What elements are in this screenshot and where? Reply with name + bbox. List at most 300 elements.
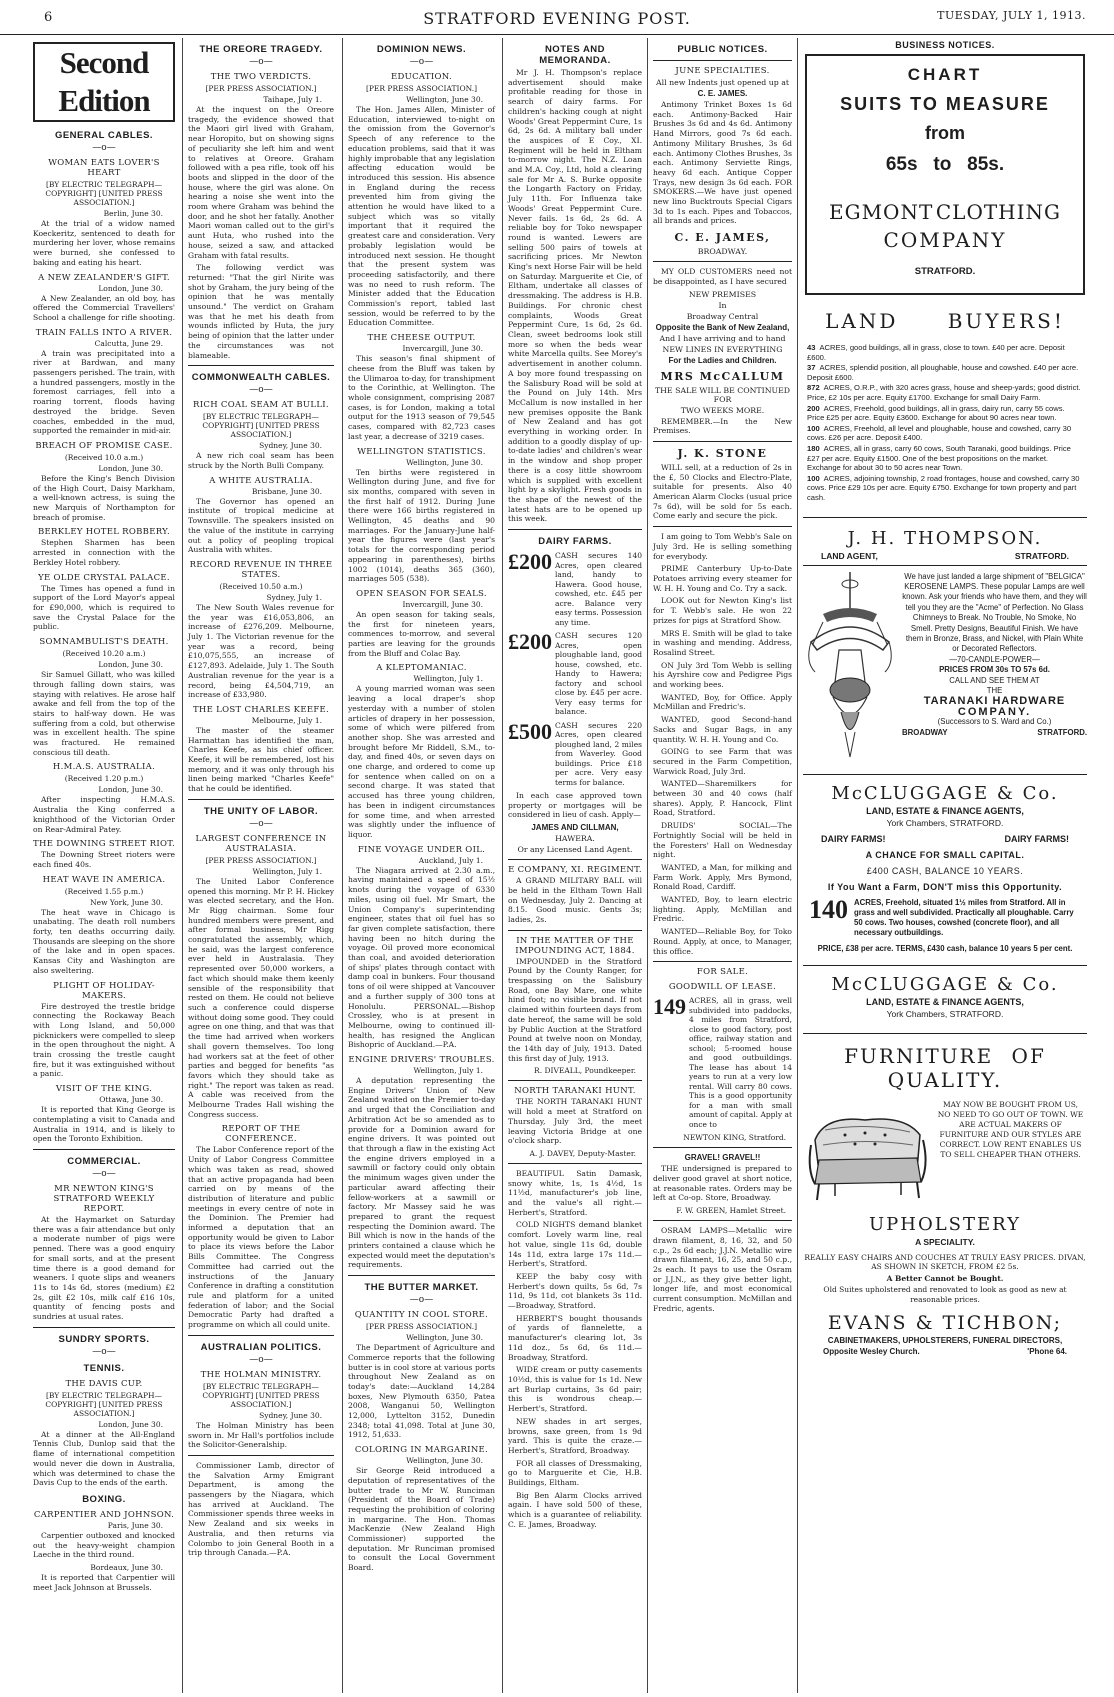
notice-headline: NORTH TARANAKI HUNT. [514,1086,636,1097]
article-body: Ten births were registered in Wellington during June, and five for six months, compared with seven in the first half of 1912. During June there were 166 births registered in Wellington, 45 deaths and 90 marriages. For the January-June half-year the figures were (last year's totals for the corresponding period appearing in parentheses), births 1002 (1014), deaths 365 (360), marriages 505 (538). [348,467,495,584]
shop-name: MRS McCALLUM [660,369,785,383]
farm-details: CASH secures 220 Acres, open cleared ploughed land, 2 miles from Waverley. Good buildings. Price £18 per acre. Very easy terms for balance. [555,720,642,787]
firm-name: EVANS & TICHBON; [827,1312,1063,1335]
article-headline: A WHITE AUSTRALIA. [209,475,313,486]
section-rule [508,1163,642,1164]
subsection-tennis: TENNIS. [83,1362,125,1374]
land-description: ACRES, all in grass, carry 60 cows, South Taranaki, good buildings. Price £27 per acre. Equity £1500. One of the best propositions on the market. Exchange for about 30 to 50 acres near Town. [807,443,1071,473]
classified-ad: BEAUTIFUL Satin Damask, snowy white, 1s, 1s 4½d, 1s 11½d, manufacturer's job line, and the value's all right.—Herbert's, Stratford. [508,1168,642,1217]
credit-line: [PER PRESS ASSOCIATION.] [365,1322,478,1332]
notice-line: Opposite the Bank of New Zealand, [655,322,790,332]
column-oreore-commonwealth [182,38,339,1693]
section-butter-market: THE BUTTER MARKET. [364,1282,479,1294]
agency-address: York Chambers, STRATFORD. [886,1008,1004,1019]
dateline: Sydney, June 30. [259,441,322,451]
page-number: 6 [44,10,53,25]
article-body: At the inquest on the Oreore tragedy, the evidence showed that the Maori girl lived with Graham, near Horopito, but on showing signs of peculiarity she left him and went to relatives at Oreore. Graham followed with a pea rifle, took off his boots and slipped in the door of the house, where the girl was alone. On hearing a noise she went into the room where Graham was behind the door, and he shot her fatally. Another Maori woman called out to the girl's aunt Huta, who rushed into the house, seized a saw, and attacked Graham with fatal results. [188,105,334,260]
section-commonwealth-cables: COMMONWEALTH CABLES. [191,372,331,384]
notice-line: TWO WEEKS MORE. [680,405,765,415]
land-acres: 180 [807,443,820,453]
article-body: Sir George Reid introduced a deputation of representatives of the butter trade to Mr W. Runciman (President of the Board of Trade) requesting the prohibition of coloring in margarine. The Hon. Thomas MacKenzie (New Zealand High Commissioner) supported the deputation. Mr Runciman promised to consult the Local Government Board. [348,1466,495,1573]
lamp-the: THE [986,685,1003,695]
section-rule [188,1335,334,1336]
farm-price: £500 [508,718,552,744]
article-headline: COLORING IN MARGARINE. [354,1445,489,1456]
farm-price: £200 [508,629,552,655]
credit-line: [PER PRESS ASSOCIATION.] [205,855,317,865]
lamp-illustration [803,572,898,762]
ornament-divider: —o— [249,57,273,67]
dateline: London, June 30. [98,785,163,795]
credit-line: [BY ELECTRIC TELEGRAPH—COPYRIGHT] [UNITED PRESS ASSOCIATION.] [45,1390,163,1418]
shop-name: C. E. JAMES, [674,231,771,245]
agency-type: LAND, ESTATE & FINANCE AGENTS, [866,805,1024,816]
land-listing-item [807,363,1083,382]
section-australian-politics: AUSTRALIAN POLITICS. [200,1341,322,1353]
upholstery-heading: UPHOLSTERY [868,1213,1022,1235]
dairy-farms-heading: DAIRY FARMS. [538,536,612,548]
notice-signature: R. DIVEALL, Poundkeeper. [534,1066,636,1076]
section-unity-of-labor: THE UNITY OF LABOR. [203,805,319,817]
section-rule [508,859,642,860]
section-rule [188,1455,334,1456]
company-name-line [829,200,1061,224]
dateline: Sydney, July 1. [266,592,322,602]
agent-role: LAND AGENT, [821,550,878,561]
land-description: ACRES, O.R.P., with 320 acres grass, house and sheep-yards; good district. Price, £2 10s per acre. Equity £1700. Exchange for small Dairy Farm. [807,383,1081,402]
ad-line: A CHANCE FOR SMALL CAPITAL. [865,849,1025,860]
dateline: Calcutta, June 29. [94,338,163,348]
farm-price: £200 [508,549,552,575]
dateline: Paris, June 30. [107,1520,163,1530]
notice-signature: NEWTON KING, Stratford. [683,1133,786,1143]
egmont-clothing-ad [805,54,1085,295]
company-location: STRATFORD. [914,266,976,277]
classified-ad: Big Ben Alarm Clocks arrived again. I have sold 500 of these, which is a guarantee of reliability. C. E. James, Broadway. [508,1490,642,1529]
notes-body: Mr J. H. Thompson's replace advertisement should make profitable reading for those in search of dairy farms. For children's hacking cough at night Woods' Great Peppermint Cure, 1s 6d, 2s 6d. A military ball under the auspices of E Coy., XI. Regiment will be held in Eltham to-morrow night. The N.Z. Loan and M.A. Coy., Ltd, hold a clearing sale for Mr A. S. Burke opposite the Longarth Factory on Friday, July 11th. For Influenza take Woods' Great Peppermint Cure. Never fails. 1s 6d, 2s 6d. A reliable boy for Toko newspaper round is wanted. Lewers are selling 500 pairs of towels at sacrificing prices. Mr Newton King's next Horse Fair will be held on Saturday. Marguerite et Cie, of Eltham, undertake all classes of dressmaking. The address is H.B. Buildings. For chronic chest complaints, Woods Great Peppermint Cure, 1s 6d, 2s 6d. Clean, sweet bedrooms look still more so when the beds wear white Marcella quilts. See Morey's advertisement in another column. A boy more found trespassing on the Salisbury Road will be sold at the Pound on July 14th. Mrs McCallum is now installed in her new premises opposite the Bank of New Zealand and has got everything in working order. In addition to a goodly display of up-to-date ladies' and children's wear in the window and shop proper there is a cosy little showroom which is supplied with excellent light by a skylight. Fresh goods in the shape of the newest of the latest hats are to be opened up this week. [508,68,642,524]
article-body: After inspecting H.M.A.S. Australia the King conferred a knighthood of the Victorian Order on Rear-Admiral Patey. [33,795,175,834]
column-dominion-news [342,38,500,1693]
land-buyers-heading: LAND BUYERS! [825,309,1065,333]
section-general-cables: GENERAL CABLES. [54,130,154,141]
article-body: Stephen Sharmen has been arrested in connection with the Berkley Hotel robbery. [33,538,175,567]
land-listing [803,343,1087,503]
dateline: Invercargill, June 30. [402,599,483,609]
article-body: At the trial of a widow named Koeckeritz, sentenced to death for murdering her lover, whose remains were burned, she confessed to baking and eating his heart. [33,219,175,267]
dateline: Auckland, July 1. [418,855,483,865]
belgica-lamp-ad [803,565,1087,762]
dateline: Wellington, June 30. [406,457,483,467]
classified-ad: WANTED—Sharemilkers for between 30 and 40 cows (half shares). Apply, P. Hancock, Flint Road, Stratford. [653,779,792,818]
shop-name: J. K. STONE [677,446,768,460]
dateline: Melbourne, July 1. [251,715,322,725]
land-description: ACRES, splendid position, all ploughable, house and cowshed. £40 per acre. Deposit £600. [807,363,1079,382]
ad-line: SUITS TO MEASURE [840,94,1050,114]
speciality-label: A SPECIALITY. [915,1236,975,1247]
notice-line: Broadway Central [686,311,759,321]
lamp-town: STRATFORD. [1037,727,1087,737]
ad-line: REALLY EASY CHAIRS AND COUCHES AT TRULY EASY PRICES. DIVAN, AS SHOWN IN SKETCH, FROM £2 5s. [804,1252,1086,1272]
agency-name: McCLUGGAGE & Co. [803,774,1087,804]
farm-ad [508,718,642,788]
section-rule [653,60,792,61]
lamp-address [902,728,1087,738]
notice-body: Antimony Trinket Boxes 1s 6d each. Antimony-Backed Hair Brushes 3s 6d and 4s 6d. Antimony Hand Mirrors, good 7s 6d each. Antimony Military Brushes, 3s 6d each. Antimony Clothes Brushes, 3s each. Antimony Serviette Rings, heavy 6d each. Antique Copper Trays, new design 3s 6d each. FOR SMOKERS.—We have just opened new lino Bucktrouts Special Cigars 3d to 1s each. Pipes and Tobaccos, all brands and prices. [653,100,792,226]
article-headline: TRAIN FALLS INTO A RIVER. [35,327,173,338]
article-body: The Niagara arrived at 2.30 a.m., having maintained a speed of 15½ knots during the voyage of 6330 miles, using oil fuel. Mr Smart, the Union Company's superintending engineer, states that oil fuel has so far given complete satisfaction, there having been no hitch during the voyage. Oil proved more economical than coal, and avoided deterioration of ships' plates through contact with damp coal in bunkers. Four thousand tons of oil were shipped at Vancouver and a further supply of 300 tons at Honolulu. PERSONAL.—Bishop Crossley, who is at present in Melbourne, owing to continued ill-health, has resigned the Anglican Bishopric of Auckland.—P.A. [348,865,495,1050]
land-acres: 872 [807,383,820,393]
classified-ad: GOING to see Farm that was secured in the Farm Competition, Warwick Road, July 3rd. [653,747,792,776]
dateline: London, June 30. [98,463,163,473]
classified-ad: OSRAM LAMPS—Metallic wire drawn filament, 8, 16, 32, and 50 c.p., 2s 6d each; J.J.N. Metallic wire drawn filament, 16, 25, and 50 c.p., 2s each. It pays to use the Osram or J.J.N., as they give better light, longer life, and most economical current consumption. McMillan and Fredric, agents. [653,1226,792,1313]
article-headline: RICH COAL SEAM AT BULLI. [193,400,329,411]
notice-signature: F. W. GREEN, Hamlet Street. [676,1206,786,1216]
article-body: The Governor has opened an institute of tropical medicine at Townsville. The speakers insisted on the value of the institute in carrying out a policy of peopling tropical Australia with whites. [188,496,334,555]
section-business-notices: BUSINESS NOTICES. [895,40,995,50]
article-body: The Department of Agriculture and Commerce reports that the following butter is in cool store at various ports throughout New Zealand as on today's date:—Auckland 14,284 boxes, New Plymouth 6350, Patea 2008, Wanganui 50, Wellington 12,000, Lyttelton 3152, Dunedin 2348; total 41,098. Total at June 30, 1912, 51,633. [348,1343,495,1440]
dateline: Bordeaux, June 30. [90,1563,163,1573]
farm-acres: 140 [809,894,848,924]
dairy-label: DAIRY FARMS! [1004,833,1069,844]
lamp-description: We have just landed a large shipment of "BELGICA" KEROSENE LAMPS. These popular Lamps are well known. Ask your friends who have them, and they will tell you they are the "Acme" of Perfection. No Glass Chimneys to Break. No Trouble, No Smoke, No Smell. Pretty Designs, Beautiful Finish. We have them in Bronze, Brass, and Nickel, with Plain White or Decorated Reflectors. [902,571,1087,654]
notice-body: THE undersigned is prepared to deliver good gravel at short notice, at reasonable rates. Orders may be left at Co-op. Store, Broadway. [653,1164,792,1203]
lamp-company: TARANAKI HARDWARE [923,695,1066,708]
section-rule [653,261,792,262]
section-rule [33,1149,175,1150]
ornament-divider: —o— [409,1295,434,1306]
section-rule [508,930,642,931]
article-body: A new rich coal seam has been struck by the North Bulli Company. [188,451,334,470]
lamp-prices: PRICES FROM 30s TO 57s 6d. [939,665,1050,675]
article-body: This season's final shipment of cheese from the Bluff was taken by the Ulimaroa to-day, for transhipment to the Corinthic, at Wellington. The whole consignment, comprising 2087 cases, is for London, making a total output for the 1913 season of 79,545 cases, compared with 82,723 cases last year, a decrease of 3219 cases. [348,354,495,441]
notice-line: And I have arriving and to hand [659,333,786,343]
notice-signature: A. J. DAVEY, Deputy-Master. [529,1148,636,1158]
land-description: ACRES, Freehold, good buildings, all in grass, dairy run, carry 55 cows. Price £25 per acre. Equity £3600. Exchange for about 90 acres near town. [807,403,1065,423]
article-headline: MR NEWTON KING'S STRATFORD WEEKLY REPORT. [53,1184,155,1214]
farm-terms: PRICE, £38 per acre. TERMS, £430 cash, balance 10 years 5 per cent. [817,943,1073,953]
article-headline: HEAT WAVE IN AMERICA. [42,874,166,885]
classified-ad: NEW shades in art serges, browns, saxe green, from 1s 9d yard. This is quite the craze.—Herbert's, Stratford, Broadway. [508,1416,642,1455]
lamp-company: COMPANY. [957,705,1032,718]
dateline: Wellington, July 1. [413,1066,483,1076]
notice-body: THE NORTH TARANAKI HUNT will hold a meet at Stratford on Thursday, July 3rd, the meet leaving Victoria Bridge at one o'clock sharp. [508,1097,642,1146]
article-body: A New Zealander, an old boy, has offered the Commercial Travellers' School a challenge for rifle shooting. [33,293,175,322]
firm-address [823,1347,1067,1356]
dateline: London, June 30. [98,283,163,293]
article-headline: H.M.A.S. AUSTRALIA. [52,762,156,773]
land-listing-item [807,444,1083,473]
furniture-heading: FURNITURE OF QUALITY. [803,1033,1087,1092]
classified-ad: WANTED, a Man, for milking and Farm Work. Apply, Mrs Bymond, Ronald Road, Cardiff. [653,862,792,892]
land-listing-item [807,404,1083,423]
price-to: to [933,154,952,175]
firm-location: Opposite Wesley Church. [823,1347,920,1357]
dateline: London, June 30. [98,660,163,670]
ad-line: £400 CASH, BALANCE 10 YEARS. [866,865,1024,876]
classified-ad: WANTED, Boy, to learn electric lighting. Apply, McMillan and Fredric. [653,895,792,924]
notice-headline: FOR SALE. [696,967,749,978]
article-headline: YE OLDE CRYSTAL PALACE. [38,572,170,583]
article-body: The heat wave in Chicago is unabating. The death roll numbers forty, ten deaths occurring daily. Thousands are sleeping on the shore of the lake and in open spaces. Kansas City and Washington are also sweltering. [33,907,175,975]
article-body: The Holman Ministry has been sworn in. Mr Hall's portfolios include the Solicitor-Generalship. [188,1420,334,1450]
ornament-divider: —o— [249,1354,273,1365]
furniture-ad [805,1100,1085,1210]
article-headline: VISIT OF THE KING. [55,1084,153,1095]
land-listing-item [807,343,1083,362]
dateline: Wellington, June 30. [406,95,483,104]
article-headline: BREACH OF PROMISE CASE. [35,440,173,451]
ad-line: Old Suites upholstered and renovated to look as good as new at reasonable prices. [823,1285,1067,1304]
price-low: 65s [885,154,918,175]
lease-ad [653,996,792,1129]
column-business-notices [797,38,1092,1693]
dateline: Invercargill, June 30. [402,344,483,354]
dairy-farms-banner [821,834,1069,844]
land-acres: 37 [807,363,816,373]
article-headline: THE HOLMAN MINISTRY. [200,1369,322,1380]
section-rule [653,526,792,527]
section-rule [653,441,792,442]
dateline: New York, June 30. [90,897,163,907]
agent-name: J. H. THOMPSON. [803,517,1087,549]
article-headline: OPEN SEASON FOR SEALS. [356,588,487,599]
dateline: Ottawa, June 30. [99,1095,163,1105]
dateline: Taihape, July 1. [263,95,322,104]
farm-details: ACRES, Freehold, situated 1½ miles from Stratford. All in grass and well subdivided. Practically all ploughable. Carry 50 cows. Two houses, cowshed (concrete floor), and all necessary outbuildings. [854,897,1074,937]
agent-town: STRATFORD. [1014,550,1069,561]
notice-line: For the Ladies and Children. [668,355,777,365]
ornament-divider: —o— [92,1346,116,1357]
ornament-divider: —o— [409,57,434,67]
article-body: Sir Samuel Gillatt, who was killed through falling down stairs, was staying with relatives. He arose half awake and fell from the top of the stairs to half-way down. He was suffering from a cold, but otherwise was in excellent health. The spine was fractured. He remained conscious till death. [33,670,175,757]
article-body: The master of the steamer Harmattan has identified the man, Charles Keefe, as his chief officer. Keefe, it will be remembered, lost his memory, and it was only through his linen being marked "Charles Keefe" that he could be identified. [188,725,334,794]
received-time: (Received 10.20 a.m.) [62,649,146,659]
agent-alternative: Or any Licensed Land Agent. [517,845,633,855]
section-rule [188,365,334,366]
article-headline: A NEW ZEALANDER'S GIFT. [38,272,170,283]
article-headline: A KLEPTOMANIAC. [376,663,467,674]
notice-body: A GRAND MILITARY BALL will be held in the Eltham Town Hall on Wednesday, July 2. Dancing at 8.15. Good music. Gents 3s; ladies, 2s. [508,876,642,924]
article-body: The United Labor Conference opened this morning. Mr P. H. Hickey was elected secretary, and the Hon. Mr Rigg chairman. Some four hundred members were present, and after formal business, Mr Rigg congratulated the assembly, which, he said, was the largest conference ever held in Australasia. They represented over 50,000 workers, a fact which should make them keenly sensible of the responsibility that rested on them. He could not believe such a conference could disperse without doing some good. They could agree on one thing, and that was that the time had arrived when workers shall govern themselves. Too long had workers sat at the feet of other parties and begged for benefits "as favors which they should take as right." The report was taken as read. A cable was received from the Melbourne Trades Hall wishing the Congress success. [188,876,334,1119]
section-notes-memoranda: NOTES AND MEMORANDA. [539,44,611,66]
section-commercial: COMMERCIAL. [67,1156,141,1167]
agent-town: HAWERA. [555,834,595,844]
ad-line: from [925,123,965,143]
second-edition-banner: Second Edition [33,42,175,122]
notice-body: WILL sell, at a reduction of 2s in the £, 50 Clocks and Electro-Plate, suitable for presents. Also 40 American Alarm Clocks (usual price 7s 6d), will be sold for 5s each. Come early and secure the pick. [653,462,792,521]
classified-ad: KEEP the baby cosy with Herbert's down quilts, 5s 6d, 7s 11d, 9s 11d, cot blankets 3s 11d.—Broadway, Stratford. [508,1271,642,1311]
section-rule [33,1327,175,1328]
article-headline: THE LOST CHARLES KEEFE. [192,704,330,715]
issue-date: TUESDAY, JULY 1, 1913. [937,9,1086,22]
farm-details: CASH secures 120 Acres, open ploughable land, good house, cowshed, etc. Handy to Hawera; factory and school close by. £45 per acre. Very easy terms for balance. [555,631,642,717]
land-listing-item [807,383,1083,402]
article-body: A deputation representing the Engine Drivers' Union of New Zealand waited on the Premier to-day and urged that the Conciliation and Arbitration Act be so amended as to provide for a Dominion award for engine drivers. It was pointed out that through a flaw in the existing Act the engine drivers employed in a sawmill or factory could only obtain the minimum wages given under the particular award affecting their fellow-workers at a sawmill or factory. Mr Massey said he was prepared to grant the request respecting the Dominion award. The Bill which is now in the hands of the printers contained a clause which he expected would meet the deputation's requirements. [348,1076,495,1270]
section-rule [653,1220,792,1221]
farm-details: CASH secures 140 Acres, open cleared land, handy to Hawera. Good house, cowshed, etc. £45 per acre. Balance very easy terms. Possession any time. [555,551,642,627]
land-acres: 100 [807,423,820,433]
dateline: Brisbane, June 30. [251,486,322,496]
notice-line: NEW PREMISES [688,289,757,299]
article-body: Commissioner Lamb, director of the Salvation Army Emigrant Department, is among the passengers by the Niagara, which has arrived at Auckland. The Commissioner spends three weeks in New Zealand and six weeks in Australia, and then returns via Colombo to join General Booth in a trip through Canada.—P.A. [188,1460,334,1558]
notice-line: In [718,300,727,310]
dateline: London, June 30. [98,1419,163,1429]
lamp-successors: (Successors to S. Ward and Co.) [937,717,1052,727]
dateline: Berlin, June 30. [103,209,163,218]
article-body: The Downing Street rioters were each fined 40s. [33,850,175,869]
land-acres: 100 [807,473,820,483]
notice-line: THE SALE WILL BE CONTINUED FOR [654,385,791,404]
credit-line: [PER PRESS ASSOCIATION.] [205,84,317,93]
received-time: (Received 1.55 p.m.) [64,886,144,896]
credit-line: [BY ELECTRIC TELEGRAPH—COPYRIGHT] [UNITED PRESS ASSOCIATION.] [202,412,320,440]
classified-ad: DRUIDS' SOCIAL—The Fortnightly Social will be held in the Foresters' Hall on Wednesday night. [653,821,792,860]
classified-ad: FOR all classes of Dressmaking, go to Marguerite et Cie, H.B. Buildings, Eltham. [508,1458,642,1488]
section-rule [653,1147,792,1148]
furniture-ad-text: MAY NOW BE BOUGHT FROM US, NO NEED TO GO OUT OF TOWN. WE ARE ACTUAL MAKERS OF FURNITURE AND OUR STYLES ARE CORRECT. LOW RENT ENABLES US TO SELL CHEAPER THAN OTHERS. [937,1099,1084,1159]
lamp-ad-text [902,572,1087,762]
notice-intro: All new Indents just opened up at [656,78,789,87]
article-body: At the Haymarket on Saturday there was a fair attendance but only a moderate number of pigs were penned. There was a good enquiry for small sorts, and at the present time there is a good demand for weaners. I quote slips and weaners 11s to 14s 6d, stores (medium) £2 2s, gilt £2 10s, milk calf £16 10s, quantity of fencing posts and sundries at usual rates. [33,1215,175,1322]
land-acres: 200 [807,403,820,413]
article-body: The Hon. James Allen, Minister of Education, interviewed to-night on the omission from the Governor's Speech of any reference to the education problems, said that it was highly improbable that any legislation affecting education would be introduced this session. His absence in England during the recess prevented him from giving the attention he would have liked to a subject which was so vitally important that it required the greatest care and consideration. Very probably legislation would be introduced next session. He thought that the present system was proceeding satisfactorily, and there was no need to rush reform. The Minister added that the Education Commission's report, tabled last session, would be referred to by the Education Committee. [348,105,495,328]
section-rule [653,961,792,962]
lamp-call: CALL AND SEE THEM AT [949,675,1040,685]
notice-headline: JUNE SPECIALTIES. [675,66,770,76]
classified-ad: MRS E. Smith will be glad to take in washing and mending. Address, Rosalind Street. [653,628,792,657]
firm-phone: 'Phone 64. [1027,1347,1067,1357]
article-body: An open season for taking seals, the first for nineteen years, commences to-morrow, and several parties are leaving for the grounds from the Bluff and Colac Bay. [348,609,495,658]
farm-ad [508,551,642,627]
section-public-notices: PUBLIC NOTICES. [677,44,768,55]
article-body: Carpentier outboxed and knocked out the heavy-weight champion Laeche in the third round. [33,1530,175,1560]
article-headline: THE CHEESE OUTPUT. [367,333,476,344]
ad-line: A Better Cannot be Bought. [886,1273,1004,1283]
article-headline: THE DOWNING STREET RIOT. [33,839,175,850]
notice-headline: GRAVEL! GRAVEL!! [684,1153,761,1163]
agent-name: JAMES AND CILLMAN, [531,823,619,833]
article-body: The following verdict was returned: "That the girl Nirite was shot by Graham, the jury being of the opinion that he was mentally unsound." The verdict on Graham was that he met his death from wounds inflicted by Huta, the jury being of opinion that the latter under the circumstances was not blameable. [188,263,334,360]
classified-ad: WANTED—Reliable Boy, for Toko Round. Apply, at once, to Manager, this office. [653,927,792,956]
article-headline: THE TWO VERDICTS. [210,72,312,82]
notice-line: REMEMBER.—In the New Premises. [653,416,792,436]
shop-name: C. E. JAMES. [697,89,748,98]
newspaper-title: STRATFORD EVENING POST. [423,9,691,28]
land-description: ACRES, good buildings, all in grass, close to town. £40 per acre. Deposit £600. [807,343,1065,362]
notice-body: IMPOUNDED in the Stratford Pound by the County Ranger, for trespassing on the Salisbury Road, one Bay Mare, one white hind foot; no visible brand. If not claimed within fourteen days from date hereof, the same will be sold by Public Auction at the Stratford Pound at twelve noon on Monday, the 14th day of July, 1913. Dated this first day of July, 1913. [508,956,642,1063]
lease-details: ACRES, all in grass, well subdivided into paddocks, 4 miles from Stratford, close to good factory, post office, railway station and school; 5-roomed house and good outbuildings. The lease has about 14 years to run at a very low rental. Will carry 80 cows. This is a good opportunity for a man with small amount of capital. Apply at once to [689,996,792,1129]
article-body: It is reported that Carpentier will meet Jack Johnson at Brussels. [33,1573,175,1592]
article-body: A train was precipitated into a river at Bardwan, and many passengers perished. The train, with a hundred passengers, mostly in the foremost carriages, fell into a roaring torrent, floods having destroyed the bridge. Seven coaches, embedded in the mud, supported the remainder in mid-air. [33,348,175,436]
received-time: (Received 10.50 a.m.) [219,581,303,591]
notice-subheadline: GOODWILL OF LEASE. [668,982,777,993]
land-description: ACRES, Freehold, all level and ploughable, house and cowshed, carry 30 cows. £26 per acre. Deposit £400. [807,423,1072,443]
article-body: The Times has opened a fund in support of the Lord Mayor's appeal for £90,000, which is required to save the Crystal Palace for the public. [33,583,175,632]
article-body: At a dinner at the All-England Tennis Club, Dunlop said that the flame of international competition would never die down in Australia, which was determined to chase the Davis Cup to the ends of the earth. [33,1429,175,1488]
lease-acres: 149 [653,994,686,1020]
company-word: EGMONT [829,200,934,224]
classified-ad: I am going to Tom Webb's Sale on July 3rd. He is selling something for everybody. [653,532,792,561]
dateline: Wellington, June 30. [406,1456,483,1466]
article-headline: THE DAVIS CUP. [65,1378,143,1389]
ad-line: If You Want a Farm, DON'T miss this Opportunity. [827,881,1063,892]
received-time: (Received 1.20 p.m.) [64,774,144,784]
section-rule [508,529,642,530]
notice-headline: IN THE MATTER OF THE IMPOUNDING ACT, 1884. [515,935,635,956]
credit-line: [BY ELECTRIC TELEGRAPH—COPYRIGHT] [UNITED PRESS ASSOCIATION.] [202,1381,320,1409]
farm-note: In each case approved town property or mortgages will be considered in lieu of cash. Apply— [508,791,642,820]
company-name-line: COMPANY [883,228,1007,252]
credit-line: [BY ELECTRIC TELEGRAPH—COPYRIGHT] [UNITED PRESS ASSOCIATION.] [45,180,163,207]
notice-body: MY OLD CUSTOMERS need not be disappointed, as I have secured [653,267,792,286]
firm-trades: CABINETMAKERS, UPHOLSTERERS, FUNERAL DIRECTORS, [827,1336,1063,1346]
classified-ad: WANTED, good Second-hand Sacks and Sugar Bags, in any quantity. W. H. H. Young and Co. [653,715,792,744]
article-headline: QUANTITY IN COOL STORE. [354,1310,489,1321]
article-headline: SOMNAMBULIST'S DEATH. [39,637,169,648]
notice-line: NEW LINES IN EVERYTHING [662,344,783,354]
section-rule [348,1275,495,1276]
land-listing-item [807,474,1083,503]
article-headline: LARGEST CONFERENCE IN AUSTRALASIA. [195,833,327,854]
column-general-cables [28,38,180,1693]
received-time: (Received 10.0 a.m.) [64,452,144,462]
dateline: Wellington, July 1. [252,866,322,876]
article-headline: EDUCATION. [391,72,452,82]
article-body: It is reported that King George is contemplating a visit to Canada and Australia in 1914, and is likely to open the Toronto Exhibition. [33,1105,175,1144]
ad-line: CHART [907,65,983,84]
article-body: Fire destroyed the trestle bridge connecting the Rockaway Beach with Long Island, and 50,000 picknickers were compelled to sleep in the open throughout the night. A train crossing the trestle caught fire, but it was extinguished without a panic. [33,1001,175,1079]
agent-details [821,551,1069,561]
article-headline: ENGINE DRIVERS' TROUBLES. [348,1055,495,1066]
masthead [0,0,1114,35]
dateline: Wellington, July 1. [413,674,483,684]
article-headline: CARPENTIER AND JOHNSON. [33,1509,175,1520]
article-headline: FINE VOYAGE UNDER OIL. [357,844,486,855]
land-listing-item [807,424,1083,443]
section-sundry-sports: SUNDRY SPORTS. [58,1333,150,1345]
article-body: A young married woman was seen leaving a local draper's shop yesterday with a number of stolen articles of drapery in her possession, some of which were pilfered from another shop. She was arrested and brought before Mr Riddell, S.M., to-day, and fined 40s, or seven days on one charge, and ordered to come up for sentence when called on on a second charge. It was stated that accused has three young children, has been in indigent circumstances for some time, and when arrested was slightly under the influence of liquor. [348,684,495,839]
article-headline: RECORD REVENUE IN THREE STATES. [189,559,333,580]
article-body: Before the King's Bench Division of the High Court, Daisy Markham, a well-known actress, is suing the new Marquis of Northampton for breach of promise. [33,473,175,522]
article-headline: REPORT OF THE CONFERENCE. [221,1124,301,1145]
shop-location: BROADWAY. [697,247,748,257]
section-rule [508,1080,642,1081]
article-headline: WELLINGTON STATISTICS. [357,446,486,457]
ornament-divider: —o— [249,818,273,829]
classified-ad: LOOK out for Newton King's list for T. Webb's sale. He won 22 prizes for pigs at Stratford Show. [653,596,792,625]
price-high: 85s. [967,154,1005,175]
article-body: The New South Wales revenue for the year was £16,053,806, an increase of £276,209. Melbourne, July 1. The Victorian revenue for the year was a record, being £10,075,555, an increase of £127,893. Adelaide, July 1. The South Australian revenue for the year is a record, being £4,504,719, an increase of £33,980. [188,602,334,700]
section-oreore-tragedy: THE OREORE TRAGEDY. [199,44,323,55]
classified-ad: ON July 3rd Tom Webb is selling his Ayrshire cow and Pedigree Pigs and working bees. [653,660,792,690]
subsection-boxing: BOXING. [82,1493,126,1505]
farm-ad [508,631,642,717]
article-headline: PLIGHT OF HOLIDAY-MAKERS. [53,980,155,1001]
classified-ad: HERBERT'S bought thousands of yards of flannelette, a manufacturer's clearing lot, 3s 11d doz., 5s 6d, 6s 11d.—Broadway, Stratford. [508,1313,642,1362]
dateline: Sydney, June 30. [259,1410,322,1420]
ornament-divider: —o— [92,143,116,153]
credit-line: [PER PRESS ASSOCIATION.] [365,84,478,93]
article-headline: WOMAN EATS LOVER'S HEART [48,158,160,178]
ornament-divider: —o— [92,1169,116,1179]
lamp-street: BROADWAY [902,727,948,737]
classified-ad: COLD NIGHTS demand blanket comfort. Lovely warm line, real hot value, single 11s 6d, double 14s 11d, extra large 17s 11d.—Herbert's, Stratford. [508,1220,642,1269]
classified-ad: WIDE cream or putty casements 10½d, this is value for 1s 1d. New art Burlap curtains, 3s 6d pair; this is wondrous cheap.—Herbert's, Stratford. [508,1365,642,1414]
farm-ad [809,894,1081,938]
lamp-candle-power: —70-CANDLE-POWER— [949,654,1040,664]
agency-address: York Chambers, STRATFORD. [886,817,1004,828]
article-headline: BERKLEY HOTEL ROBBERY. [38,527,170,538]
